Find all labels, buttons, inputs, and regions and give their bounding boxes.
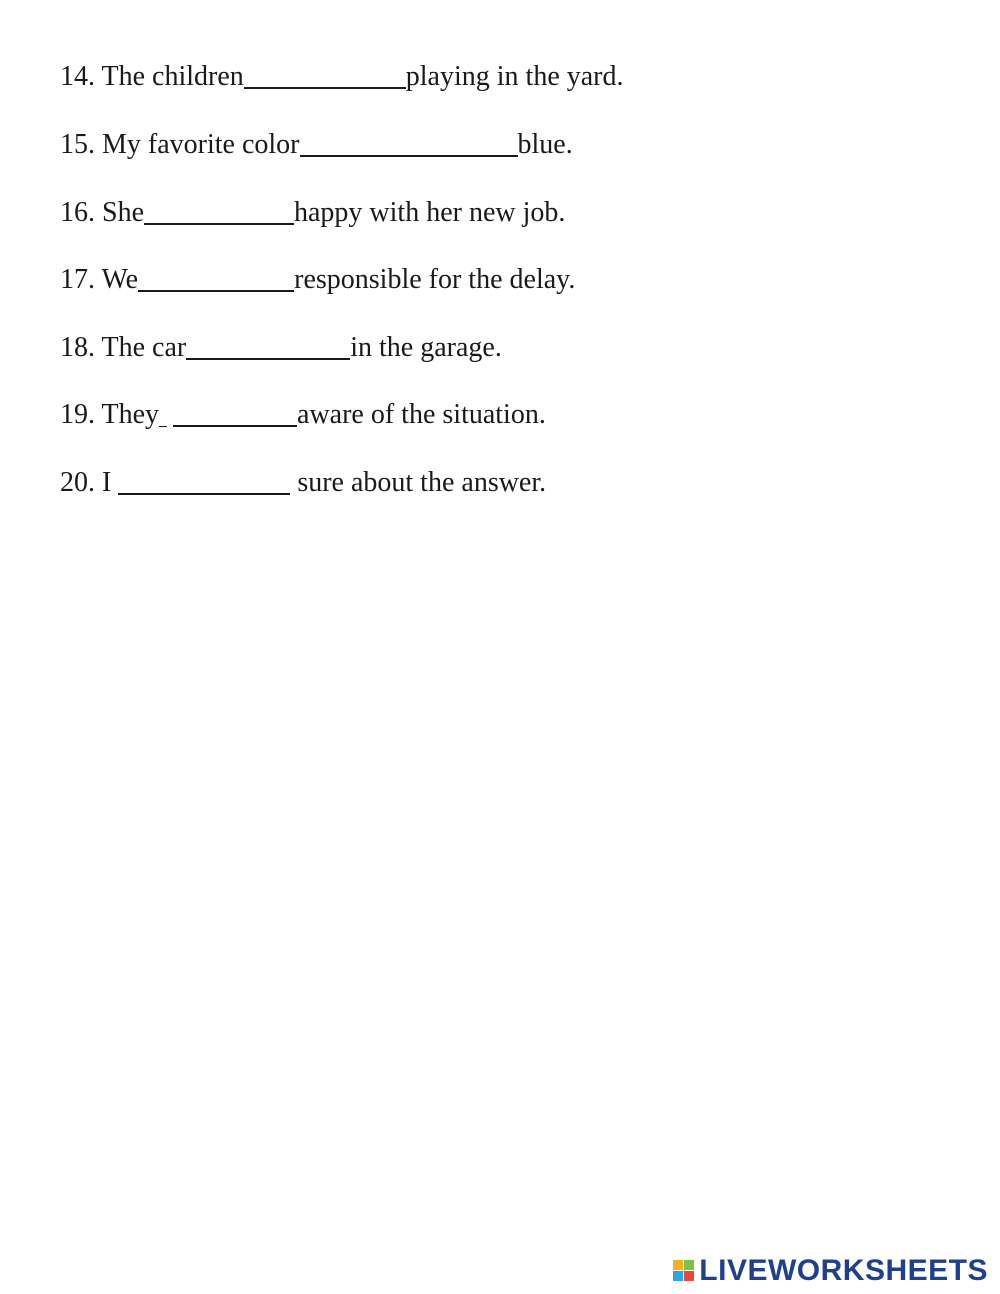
question-16 <box>60 196 565 230</box>
question-14 <box>60 60 624 94</box>
logo-square <box>684 1260 694 1270</box>
logo-square <box>673 1271 683 1281</box>
question-15 <box>60 128 573 162</box>
question-20 <box>60 466 546 500</box>
liveworksheets-brand <box>673 1256 988 1286</box>
question-text-after: happy with her new job. <box>294 197 566 228</box>
answer-blank[interactable] <box>144 199 294 225</box>
answer-blank[interactable] <box>118 469 290 495</box>
question-text-after: aware of the situation. <box>297 399 546 430</box>
question-number: 20. <box>60 467 95 498</box>
answer-blank[interactable] <box>300 131 518 157</box>
answer-blank[interactable] <box>244 63 406 89</box>
liveworksheets-logo-icon <box>673 1260 695 1282</box>
question-17 <box>60 263 575 297</box>
logo-square <box>673 1260 683 1270</box>
answer-blank[interactable] <box>138 266 294 292</box>
question-text-before: The car <box>101 332 187 363</box>
answer-blank[interactable] <box>173 401 297 427</box>
question-18 <box>60 331 502 365</box>
question-19 <box>60 398 546 432</box>
question-number: 19. <box>60 399 95 430</box>
question-text-after: playing in the yard. <box>405 61 624 92</box>
question-number: 14. <box>60 61 95 92</box>
question-text-before: She <box>102 197 144 228</box>
logo-square <box>684 1271 694 1281</box>
question-text-before: They <box>101 399 160 430</box>
question-text-before: My favorite color <box>102 129 300 160</box>
question-text-after: responsible for the delay. <box>294 264 576 295</box>
question-text-before: I <box>102 467 119 498</box>
question-number: 15. <box>60 129 95 160</box>
question-text-after: in the garage. <box>350 332 502 363</box>
question-number: 16. <box>60 197 95 228</box>
question-number: 18. <box>60 332 95 363</box>
question-text-after: sure about the answer. <box>290 467 547 498</box>
question-text-after: blue. <box>517 129 573 160</box>
answer-blank[interactable] <box>186 334 350 360</box>
brand-name: LIVEWORKSHEETS <box>699 1254 988 1287</box>
underscore-mark <box>159 402 167 427</box>
question-number: 17. <box>60 264 95 295</box>
question-text-before: We <box>101 264 139 295</box>
question-text-before: The children <box>101 61 244 92</box>
